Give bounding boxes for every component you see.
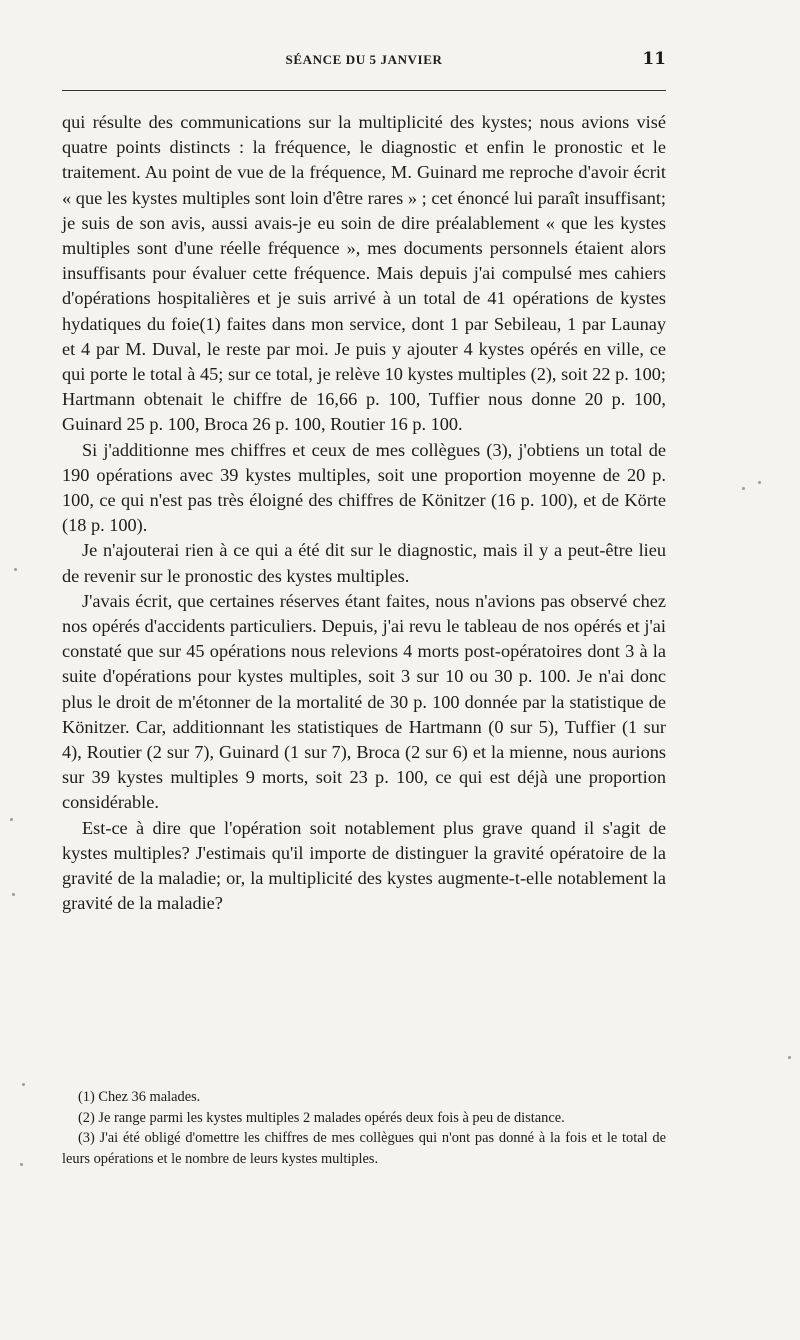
footnote: (2) Je range parmi les kystes multiples 2 malades opérés deux fois à peu de distance. [78,1109,565,1126]
page-header [62,49,666,76]
margin-speck [758,481,761,484]
footnote: (3) J'ai été obligé d'omettre les chiffres de mes collègues qui n'ont pas donné à la fois et le total de leurs opérations et le nombre de leurs kystes multiples. [62,1130,666,1167]
margin-speck [788,1056,791,1059]
margin-speck [742,487,745,490]
margin-speck [22,1083,25,1086]
paragraph: qui résulte des communications sur la multiplicité des kystes; nous avions visé quatre points distincts : la fréquence, le diagnostic et enfin le pronostic et le traitement. Au point de vue de la fréquence, M. Guinard me reproche d'avoir écrit « que les kystes multiples sont loin d'être rares » ; cet énoncé lui paraît insuffisant; je suis de son avis, aussi avais-je eu soin de dire préalablement « que les kystes multiples sont d'une réelle fréquence », mes documents personnels étaient alors insuffisants pour évaluer cette fréquence. Mais depuis j'ai compulsé mes cahiers d'opérations hospitalières et je suis arrivé à un total de 41 opérations de kystes hydatiques du foie(1) faites dans mon service, dont 1 par Sebileau, 1 par Launay et 4 par M. Duval, le reste par moi. Je puis y ajouter 4 kystes opérés en ville, ce qui porte le total à 45; sur ce total, je relève 10 kystes multiples (2), soit 22 p. 100; Hartmann obtenait le chiffre de 16,66 p. 100, Tuffier nous donne 20 p. 100, Guinard 25 p. 100, Broca 26 p. 100, Routier 16 p. 100. [62,112,666,435]
margin-speck [10,818,13,821]
margin-speck [12,893,15,896]
margin-speck [20,1163,23,1166]
page-number: 11 [642,49,666,69]
body-text [62,110,666,917]
paragraph: Je n'ajouterai rien à ce qui a été dit sur le diagnostic, mais il y a peut-être lieu de revenir sur le pronostic des kystes multiples. [62,540,666,586]
footnote: (1) Chez 36 malades. [78,1089,201,1105]
paragraph: J'avais écrit, que certaines réserves étant faites, nous n'avions pas observé chez nos opérés d'accidents particuliers. Depuis, j'ai revu le tableau de nos opérés et j'ai constaté que sur 45 opérations nous relevions 4 morts post-opératoires dont 3 à la suite d'opérations pour kystes multiples, soit 3 sur 10 ou 30 p. 100. Je n'ai donc plus le droit de m'étonner de la mortalité de 30 p. 100 donnée par la statistique de Könitzer. Car, additionnant les statistiques de Hartmann (0 sur 5), Tuffier (1 sur 4), Routier (2 sur 7), Guinard (1 sur 7), Broca (2 sur 6) et la mienne, nous aurions sur 39 kystes multiples 9 morts, soit 23 p. 100, ce qui est déjà une proportion considérable. [62,590,666,813]
footnotes [62,1087,666,1169]
paragraph: Est-ce à dire que l'opération soit notablement plus grave quand il s'agit de kystes multiples? J'estimais qu'il importe de distinguer la gravité opératoire de la gravité de la maladie; or, la multiplicité des kystes augmente-t-elle notablement la gravité de la maladie? [62,817,666,914]
margin-speck [14,568,17,571]
running-title: SÉANCE DU 5 JANVIER [285,52,443,67]
paragraph: Si j'additionne mes chiffres et ceux de mes collègues (3), j'obtiens un total de 190 opérations avec 39 kystes multiples, soit une proportion moyenne de 20 p. 100, ce qui n'est pas très éloigné des chiffres de Könitzer (16 p. 100), et de Körte (18 p. 100). [62,439,666,536]
header-rule [62,90,666,91]
